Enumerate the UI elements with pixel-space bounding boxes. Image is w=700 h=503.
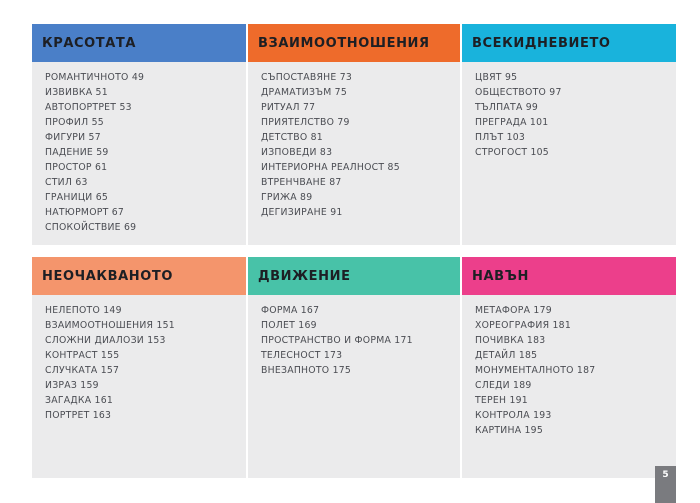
toc-entry: ДРАМАТИЗЪМ 75	[261, 87, 348, 98]
section-header: НЕОЧАКВАНОТО	[32, 257, 246, 295]
section-header: ВЗАИМООТНОШЕНИЯ	[248, 24, 460, 62]
section-card-vzaimootnosheniya	[248, 24, 460, 245]
section-item-list	[45, 303, 175, 423]
toc-entry: ИНТЕРИОРНА РЕАЛНОСТ 85	[261, 162, 400, 173]
toc-entry: ИЗРАЗ 159	[45, 380, 99, 391]
toc-entry: ПАДЕНИЕ 59	[45, 147, 109, 158]
toc-entry: СЪПОСТАВЯНЕ 73	[261, 72, 353, 83]
section-header: ВСЕКИДНЕВИЕТО	[462, 24, 676, 62]
toc-entry: СТРОГОСТ 105	[475, 147, 549, 158]
toc-entry: НЕЛЕПОТО 149	[45, 305, 122, 316]
toc-entry: СТИЛ 63	[45, 177, 88, 188]
toc-entry: ПРОСТОР 61	[45, 162, 108, 173]
toc-entry: ЗАГАДКА 161	[45, 395, 114, 406]
toc-entry: ХОРЕОГРАФИЯ 181	[475, 320, 571, 331]
toc-entry: ЦВЯТ 95	[475, 72, 518, 83]
toc-entry: ВНЕЗАПНОТО 175	[261, 365, 352, 376]
toc-entry: КОНТРАСТ 155	[45, 350, 120, 361]
section-item-list	[475, 70, 562, 160]
toc-entry: ТЪЛПАТА 99	[475, 102, 539, 113]
section-card-krasotata	[32, 24, 246, 245]
toc-entry: ПРИЯТЕЛСТВО 79	[261, 117, 350, 128]
section-card-neochakvanoto	[32, 257, 246, 478]
toc-entry: РОМАНТИЧНОТО 49	[45, 72, 145, 83]
toc-entry: КАРТИНА 195	[475, 425, 544, 436]
toc-entry: ДЕТАЙЛ 185	[475, 350, 538, 361]
section-header: ДВИЖЕНИЕ	[248, 257, 460, 295]
section-card-navan	[462, 257, 676, 478]
toc-entry: ВТРЕНЧВАНЕ 87	[261, 177, 342, 188]
toc-entry: ВЗАИМООТНОШЕНИЯ 151	[45, 320, 175, 331]
toc-entry: КОНТРОЛА 193	[475, 410, 552, 421]
toc-entry: ПРОФИЛ 55	[45, 117, 104, 128]
section-item-list	[45, 70, 144, 235]
section-item-list	[261, 70, 400, 220]
toc-entry: НАТЮРМОРТ 67	[45, 207, 125, 218]
toc-entry: ИЗПОВЕДИ 83	[261, 147, 333, 158]
toc-entry: СПОКОЙСТВИЕ 69	[45, 222, 137, 233]
toc-entry: ДЕТСТВО 81	[261, 132, 323, 143]
toc-entry: СЛЕДИ 189	[475, 380, 532, 391]
section-header: НАВЪН	[462, 257, 676, 295]
toc-entry: ТЕРЕН 191	[475, 395, 528, 406]
toc-entry: МЕТАФОРА 179	[475, 305, 552, 316]
toc-entry: ПРЕГРАДА 101	[475, 117, 549, 128]
toc-entry: ФИГУРИ 57	[45, 132, 101, 143]
section-item-list	[475, 303, 595, 438]
toc-entry: ГРИЖА 89	[261, 192, 313, 203]
section-card-dvizhenie	[248, 257, 460, 478]
toc-entry: ФОРМА 167	[261, 305, 320, 316]
toc-entry: ДЕГИЗИРАНЕ 91	[261, 207, 343, 218]
toc-entry: ПОЛЕТ 169	[261, 320, 317, 331]
toc-entry: РИТУАЛ 77	[261, 102, 316, 113]
page-number: 5	[655, 466, 676, 503]
toc-entry: МОНУМЕНТАЛНОТО 187	[475, 365, 596, 376]
toc-entry: ПОЧИВКА 183	[475, 335, 546, 346]
toc-entry: АВТОПОРТРЕТ 53	[45, 102, 132, 113]
toc-entry: ПОРТРЕТ 163	[45, 410, 112, 421]
toc-entry: ПЛЪТ 103	[475, 132, 526, 143]
section-item-list	[261, 303, 413, 378]
section-header: КРАСОТАТА	[32, 24, 246, 62]
toc-entry: ПРОСТРАНСТВО И ФОРМА 171	[261, 335, 413, 346]
toc-entry: СЛУЧКАТА 157	[45, 365, 120, 376]
toc-entry: СЛОЖНИ ДИАЛОЗИ 153	[45, 335, 166, 346]
toc-entry: ИЗВИВКА 51	[45, 87, 108, 98]
toc-entry: ОБЩЕСТВОТО 97	[475, 87, 562, 98]
toc-entry: ГРАНИЦИ 65	[45, 192, 109, 203]
section-card-vsekidnevieto	[462, 24, 676, 245]
toc-entry: ТЕЛЕСНОСТ 173	[261, 350, 343, 361]
